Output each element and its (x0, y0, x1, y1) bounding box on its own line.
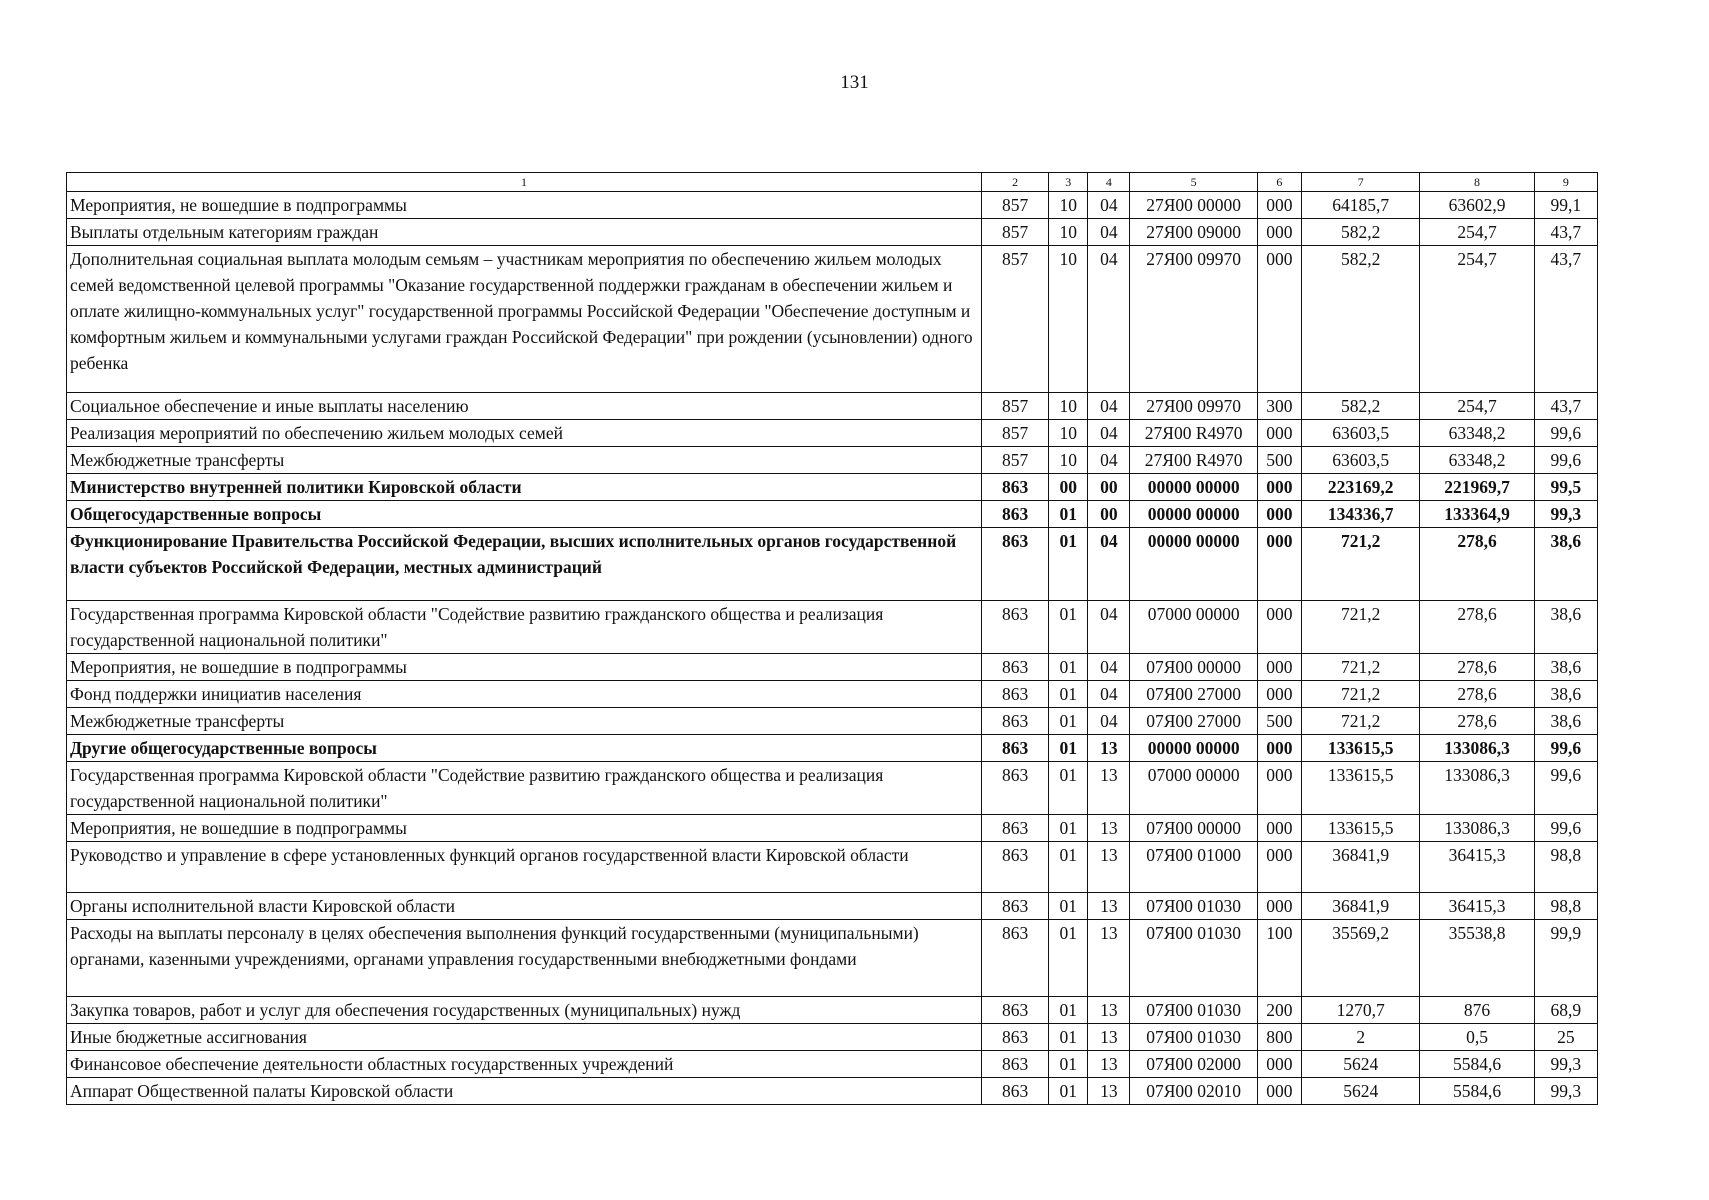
subsection-code: 00 (1088, 501, 1130, 528)
execution-percent: 99,1 (1534, 192, 1597, 219)
subsection-code: 04 (1088, 246, 1130, 393)
item-name: Другие общегосударственные вопросы (67, 735, 982, 762)
table-row (67, 393, 1598, 420)
ministry-code: 857 (981, 246, 1048, 393)
section-code: 10 (1049, 246, 1088, 393)
execution-percent: 99,6 (1534, 762, 1597, 815)
planned-amount: 721,2 (1302, 528, 1420, 601)
subsection-code: 13 (1088, 842, 1130, 893)
ministry-code: 863 (981, 762, 1048, 815)
section-code: 00 (1049, 474, 1088, 501)
section-code: 01 (1049, 762, 1088, 815)
executed-amount: 35538,8 (1420, 920, 1534, 997)
subsection-code: 13 (1088, 1024, 1130, 1051)
executed-amount: 254,7 (1420, 246, 1534, 393)
target-article-code: 27Я00 00000 (1130, 192, 1257, 219)
expense-type-code: 000 (1257, 1078, 1301, 1105)
planned-amount: 63603,5 (1302, 447, 1420, 474)
expense-type-code: 000 (1257, 893, 1301, 920)
ministry-code: 863 (981, 474, 1048, 501)
column-header: 9 (1534, 173, 1597, 192)
section-code: 01 (1049, 1051, 1088, 1078)
target-article-code: 07Я00 01030 (1130, 997, 1257, 1024)
target-article-code: 07Я00 01030 (1130, 1024, 1257, 1051)
section-code: 10 (1049, 192, 1088, 219)
item-name: Руководство и управление в сфере установленных функций органов государственной власти Кировской области (67, 842, 982, 893)
execution-percent: 25 (1534, 1024, 1597, 1051)
item-name: Общегосударственные вопросы (67, 501, 982, 528)
execution-percent: 99,3 (1534, 1051, 1597, 1078)
item-name: Мероприятия, не вошедшие в подпрограммы (67, 654, 982, 681)
planned-amount: 133615,5 (1302, 815, 1420, 842)
target-article-code: 07000 00000 (1130, 601, 1257, 654)
section-code: 01 (1049, 501, 1088, 528)
column-header: 8 (1420, 173, 1534, 192)
ministry-code: 863 (981, 708, 1048, 735)
item-name: Фонд поддержки инициатив населения (67, 681, 982, 708)
executed-amount: 221969,7 (1420, 474, 1534, 501)
item-name: Межбюджетные трансферты (67, 447, 982, 474)
table-row (67, 420, 1598, 447)
planned-amount: 133615,5 (1302, 762, 1420, 815)
planned-amount: 223169,2 (1302, 474, 1420, 501)
section-code: 01 (1049, 681, 1088, 708)
column-header: 7 (1302, 173, 1420, 192)
execution-percent: 38,6 (1534, 654, 1597, 681)
item-name: Расходы на выплаты персоналу в целях обеспечения выполнения функций государственными (муниципальными) органами, казенными учреждениями, органами управления государственными внебюджетными фондами (67, 920, 982, 997)
section-code: 10 (1049, 447, 1088, 474)
table-row (67, 192, 1598, 219)
section-code: 01 (1049, 842, 1088, 893)
section-code: 10 (1049, 393, 1088, 420)
target-article-code: 27Я00 09970 (1130, 246, 1257, 393)
header-row (67, 173, 1598, 192)
table-row (67, 447, 1598, 474)
table-row (67, 842, 1598, 893)
section-code: 01 (1049, 528, 1088, 601)
planned-amount: 721,2 (1302, 654, 1420, 681)
expense-type-code: 500 (1257, 447, 1301, 474)
budget-table (66, 172, 1598, 1105)
section-code: 01 (1049, 601, 1088, 654)
ministry-code: 857 (981, 420, 1048, 447)
subsection-code: 04 (1088, 420, 1130, 447)
executed-amount: 278,6 (1420, 654, 1534, 681)
table-row (67, 219, 1598, 246)
target-article-code: 27Я00 09970 (1130, 393, 1257, 420)
column-header: 6 (1257, 173, 1301, 192)
ministry-code: 863 (981, 997, 1048, 1024)
expense-type-code: 000 (1257, 501, 1301, 528)
table-body (67, 192, 1598, 1105)
ministry-code: 857 (981, 393, 1048, 420)
planned-amount: 35569,2 (1302, 920, 1420, 997)
planned-amount: 721,2 (1302, 708, 1420, 735)
ministry-code: 863 (981, 528, 1048, 601)
ministry-code: 863 (981, 920, 1048, 997)
ministry-code: 863 (981, 893, 1048, 920)
table-row (67, 501, 1598, 528)
expense-type-code: 000 (1257, 1051, 1301, 1078)
execution-percent: 38,6 (1534, 601, 1597, 654)
ministry-code: 863 (981, 735, 1048, 762)
ministry-code: 863 (981, 654, 1048, 681)
subsection-code: 13 (1088, 1051, 1130, 1078)
expense-type-code: 000 (1257, 842, 1301, 893)
table-row (67, 1051, 1598, 1078)
subsection-code: 04 (1088, 654, 1130, 681)
expense-type-code: 000 (1257, 219, 1301, 246)
subsection-code: 04 (1088, 601, 1130, 654)
executed-amount: 278,6 (1420, 708, 1534, 735)
ministry-code: 863 (981, 1051, 1048, 1078)
executed-amount: 36415,3 (1420, 842, 1534, 893)
planned-amount: 36841,9 (1302, 842, 1420, 893)
planned-amount: 582,2 (1302, 219, 1420, 246)
executed-amount: 133086,3 (1420, 815, 1534, 842)
execution-percent: 99,5 (1534, 474, 1597, 501)
expense-type-code: 100 (1257, 920, 1301, 997)
section-code: 01 (1049, 997, 1088, 1024)
subsection-code: 04 (1088, 192, 1130, 219)
item-name: Дополнительная социальная выплата молодым семьям – участникам мероприятия по обеспечению жильем молодых семей ведомственной целевой программы "Оказание государственной поддержки гражданам в обеспечении жильем и оплате жилищно-коммунальных услуг" государственной программы Российской Федерации "Обеспечение доступным и комфортным жильем и коммунальными услугами граждан Российской Федерации" при рождении (усыновлении) одного ребенка (67, 246, 982, 393)
executed-amount: 36415,3 (1420, 893, 1534, 920)
target-article-code: 07Я00 02000 (1130, 1051, 1257, 1078)
execution-percent: 43,7 (1534, 219, 1597, 246)
subsection-code: 13 (1088, 1078, 1130, 1105)
target-article-code: 00000 00000 (1130, 474, 1257, 501)
item-name: Государственная программа Кировской области "Содействие развитию гражданского общества и реализация государственной национальной политики" (67, 601, 982, 654)
target-article-code: 07Я00 00000 (1130, 815, 1257, 842)
expense-type-code: 000 (1257, 474, 1301, 501)
expense-type-code: 000 (1257, 654, 1301, 681)
item-name: Министерство внутренней политики Кировской области (67, 474, 982, 501)
table-row (67, 893, 1598, 920)
subsection-code: 04 (1088, 708, 1130, 735)
planned-amount: 133615,5 (1302, 735, 1420, 762)
target-article-code: 07Я00 01030 (1130, 893, 1257, 920)
subsection-code: 13 (1088, 762, 1130, 815)
table-row (67, 815, 1598, 842)
expense-type-code: 000 (1257, 735, 1301, 762)
executed-amount: 254,7 (1420, 393, 1534, 420)
target-article-code: 07Я00 00000 (1130, 654, 1257, 681)
expense-type-code: 000 (1257, 192, 1301, 219)
column-header: 2 (981, 173, 1048, 192)
planned-amount: 582,2 (1302, 393, 1420, 420)
column-header: 1 (67, 173, 982, 192)
table-row (67, 246, 1598, 393)
column-header: 4 (1088, 173, 1130, 192)
expense-type-code: 000 (1257, 681, 1301, 708)
execution-percent: 99,6 (1534, 735, 1597, 762)
expense-type-code: 800 (1257, 1024, 1301, 1051)
planned-amount: 721,2 (1302, 681, 1420, 708)
ministry-code: 863 (981, 815, 1048, 842)
table-row (67, 762, 1598, 815)
executed-amount: 63348,2 (1420, 447, 1534, 474)
execution-percent: 99,6 (1534, 420, 1597, 447)
subsection-code: 04 (1088, 219, 1130, 246)
table-row (67, 920, 1598, 997)
ministry-code: 863 (981, 1078, 1048, 1105)
execution-percent: 38,6 (1534, 681, 1597, 708)
execution-percent: 98,8 (1534, 893, 1597, 920)
planned-amount: 5624 (1302, 1078, 1420, 1105)
execution-percent: 99,3 (1534, 1078, 1597, 1105)
executed-amount: 133086,3 (1420, 735, 1534, 762)
table-row (67, 735, 1598, 762)
item-name: Мероприятия, не вошедшие в подпрограммы (67, 815, 982, 842)
item-name: Финансовое обеспечение деятельности областных государственных учреждений (67, 1051, 982, 1078)
expense-type-code: 000 (1257, 528, 1301, 601)
executed-amount: 133364,9 (1420, 501, 1534, 528)
executed-amount: 876 (1420, 997, 1534, 1024)
subsection-code: 04 (1088, 528, 1130, 601)
item-name: Реализация мероприятий по обеспечению жильем молодых семей (67, 420, 982, 447)
table-row (67, 708, 1598, 735)
section-code: 01 (1049, 815, 1088, 842)
table-row (67, 1024, 1598, 1051)
planned-amount: 2 (1302, 1024, 1420, 1051)
item-name: Закупка товаров, работ и услуг для обеспечения государственных (муниципальных) нужд (67, 997, 982, 1024)
column-header: 3 (1049, 173, 1088, 192)
planned-amount: 5624 (1302, 1051, 1420, 1078)
table-row (67, 654, 1598, 681)
executed-amount: 5584,6 (1420, 1051, 1534, 1078)
execution-percent: 98,8 (1534, 842, 1597, 893)
execution-percent: 68,9 (1534, 997, 1597, 1024)
planned-amount: 1270,7 (1302, 997, 1420, 1024)
execution-percent: 38,6 (1534, 528, 1597, 601)
item-name: Органы исполнительной власти Кировской области (67, 893, 982, 920)
target-article-code: 07Я00 02010 (1130, 1078, 1257, 1105)
subsection-code: 13 (1088, 920, 1130, 997)
target-article-code: 00000 00000 (1130, 528, 1257, 601)
planned-amount: 721,2 (1302, 601, 1420, 654)
item-name: Иные бюджетные ассигнования (67, 1024, 982, 1051)
subsection-code: 13 (1088, 735, 1130, 762)
ministry-code: 857 (981, 192, 1048, 219)
executed-amount: 0,5 (1420, 1024, 1534, 1051)
execution-percent: 99,6 (1534, 447, 1597, 474)
ministry-code: 857 (981, 219, 1048, 246)
expense-type-code: 000 (1257, 246, 1301, 393)
table-row (67, 601, 1598, 654)
subsection-code: 13 (1088, 815, 1130, 842)
ministry-code: 863 (981, 681, 1048, 708)
section-code: 10 (1049, 219, 1088, 246)
execution-percent: 99,3 (1534, 501, 1597, 528)
ministry-code: 863 (981, 501, 1048, 528)
section-code: 01 (1049, 1024, 1088, 1051)
section-code: 01 (1049, 893, 1088, 920)
section-code: 01 (1049, 920, 1088, 997)
subsection-code: 04 (1088, 393, 1130, 420)
target-article-code: 07Я00 27000 (1130, 708, 1257, 735)
executed-amount: 63602,9 (1420, 192, 1534, 219)
target-article-code: 27Я00 R4970 (1130, 447, 1257, 474)
subsection-code: 04 (1088, 447, 1130, 474)
target-article-code: 07Я00 01030 (1130, 920, 1257, 997)
executed-amount: 63348,2 (1420, 420, 1534, 447)
planned-amount: 63603,5 (1302, 420, 1420, 447)
executed-amount: 278,6 (1420, 528, 1534, 601)
section-code: 01 (1049, 654, 1088, 681)
expense-type-code: 200 (1257, 997, 1301, 1024)
execution-percent: 99,6 (1534, 815, 1597, 842)
target-article-code: 27Я00 R4970 (1130, 420, 1257, 447)
planned-amount: 36841,9 (1302, 893, 1420, 920)
executed-amount: 254,7 (1420, 219, 1534, 246)
item-name: Аппарат Общественной палаты Кировской области (67, 1078, 982, 1105)
item-name: Функционирование Правительства Российской Федерации, высших исполнительных органов государственной власти субъектов Российской Федерации, местных администраций (67, 528, 982, 601)
expense-type-code: 500 (1257, 708, 1301, 735)
ministry-code: 863 (981, 842, 1048, 893)
execution-percent: 38,6 (1534, 708, 1597, 735)
subsection-code: 04 (1088, 681, 1130, 708)
target-article-code: 00000 00000 (1130, 501, 1257, 528)
section-code: 01 (1049, 735, 1088, 762)
target-article-code: 00000 00000 (1130, 735, 1257, 762)
execution-percent: 99,9 (1534, 920, 1597, 997)
table-row (67, 681, 1598, 708)
table-row (67, 1078, 1598, 1105)
executed-amount: 278,6 (1420, 681, 1534, 708)
target-article-code: 07000 00000 (1130, 762, 1257, 815)
table-row (67, 474, 1598, 501)
planned-amount: 582,2 (1302, 246, 1420, 393)
expense-type-code: 000 (1257, 420, 1301, 447)
executed-amount: 5584,6 (1420, 1078, 1534, 1105)
subsection-code: 13 (1088, 997, 1130, 1024)
item-name: Социальное обеспечение и иные выплаты населению (67, 393, 982, 420)
item-name: Государственная программа Кировской области "Содействие развитию гражданского общества и реализация государственной национальной политики" (67, 762, 982, 815)
page-number: 131 (840, 72, 869, 93)
column-header: 5 (1130, 173, 1257, 192)
target-article-code: 07Я00 01000 (1130, 842, 1257, 893)
planned-amount: 134336,7 (1302, 501, 1420, 528)
item-name: Мероприятия, не вошедшие в подпрограммы (67, 192, 982, 219)
item-name: Выплаты отдельным категориям граждан (67, 219, 982, 246)
executed-amount: 133086,3 (1420, 762, 1534, 815)
execution-percent: 43,7 (1534, 393, 1597, 420)
expense-type-code: 000 (1257, 762, 1301, 815)
target-article-code: 07Я00 27000 (1130, 681, 1257, 708)
expense-type-code: 300 (1257, 393, 1301, 420)
section-code: 10 (1049, 420, 1088, 447)
expense-type-code: 000 (1257, 601, 1301, 654)
planned-amount: 64185,7 (1302, 192, 1420, 219)
subsection-code: 00 (1088, 474, 1130, 501)
execution-percent: 43,7 (1534, 246, 1597, 393)
table-row (67, 528, 1598, 601)
expense-type-code: 000 (1257, 815, 1301, 842)
ministry-code: 863 (981, 601, 1048, 654)
item-name: Межбюджетные трансферты (67, 708, 982, 735)
executed-amount: 278,6 (1420, 601, 1534, 654)
ministry-code: 863 (981, 1024, 1048, 1051)
section-code: 01 (1049, 1078, 1088, 1105)
table-row (67, 997, 1598, 1024)
subsection-code: 13 (1088, 893, 1130, 920)
ministry-code: 857 (981, 447, 1048, 474)
section-code: 01 (1049, 708, 1088, 735)
target-article-code: 27Я00 09000 (1130, 219, 1257, 246)
